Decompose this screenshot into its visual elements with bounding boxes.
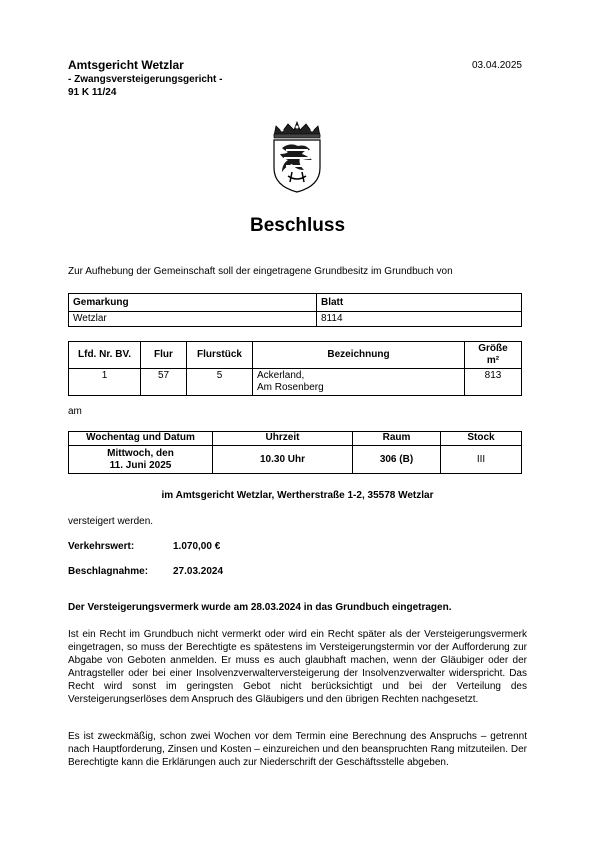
header-lfd-nr: Lfd. Nr. BV. — [69, 342, 141, 369]
cell-stock: III — [441, 446, 522, 474]
registration-notice: Der Versteigerungsvermerk wurde am 28.03.2024 in das Grundbuch eingetragen. — [68, 602, 452, 613]
verkehrswert-value: 1.070,00 € — [173, 541, 221, 552]
beschlagnahme-value: 27.03.2024 — [173, 566, 224, 577]
document-date: 03.04.2025 — [471, 60, 522, 71]
header-wochentag: Wochentag und Datum — [69, 432, 213, 446]
cell-groesse: 813 — [465, 369, 522, 396]
header-flurstueck: Flurstück — [187, 342, 253, 369]
cell-lfd-nr: 1 — [69, 369, 141, 396]
court-subtitle: - Zwangsversteigerungsgericht - — [68, 74, 223, 85]
cell-bezeichnung: Ackerland, Am Rosenberg — [253, 369, 465, 396]
cell-gemarkung: Wetzlar — [69, 312, 317, 327]
groesse-label: Größe m² — [478, 343, 508, 366]
court-header — [68, 58, 222, 99]
register-table — [68, 293, 522, 327]
cell-flurstueck: 5 — [187, 369, 253, 396]
parcel-table — [68, 341, 522, 396]
header-uhrzeit: Uhrzeit — [213, 432, 353, 446]
auction-location: im Amtsgericht Wetzlar, Wertherstraße 1-2, 35578 Wetzlar — [161, 490, 434, 501]
appointment-table — [68, 431, 522, 474]
paragraph-rights: Ist ein Recht im Grundbuch nicht vermerkt oder wird ein Recht später als der Versteigerungsvermerk eingetragen, so muss der Berechtigte es spätestens im Versteigerungstermin vor der Aufforderung zur Abgabe von Geboten anmelden. Er muss es auch glaubhaft machen, wenn der Gläubiger oder der Antragsteller oder bei einer Insolvenzverwalterversteigerung der Insolvenzverwalter widerspricht. Das Recht wird sonst im geringsten Gebot nicht berücksichtigt und bei der Verteilung des Versteigerungserlöses dem Anspruch des Gläubigers und den übrigen Rechten nachgesetzt. — [68, 629, 527, 705]
header-blatt: Blatt — [317, 294, 522, 312]
header-groesse — [465, 342, 522, 369]
document-title: Beschluss — [249, 215, 346, 236]
cell-blatt: 8114 — [317, 312, 522, 327]
header-bezeichnung: Bezeichnung — [253, 342, 465, 369]
am-label: am — [68, 406, 82, 417]
header-flur: Flur — [141, 342, 187, 369]
case-number: 91 K 11/24 — [68, 87, 117, 98]
header-gemarkung: Gemarkung — [69, 294, 317, 312]
table-row — [69, 446, 522, 474]
cell-flur: 57 — [141, 369, 187, 396]
beschlagnahme-label: Beschlagnahme: — [68, 566, 149, 577]
cell-uhrzeit: 10.30 Uhr — [213, 446, 353, 474]
hesse-coat-of-arms-icon — [268, 120, 326, 194]
versteigert-text: versteigert werden. — [68, 516, 154, 527]
verkehrswert-label: Verkehrswert: — [68, 541, 135, 552]
header-raum: Raum — [353, 432, 441, 446]
court-name: Amtsgericht Wetzlar — [68, 58, 184, 72]
cell-raum: 306 (B) — [353, 446, 441, 474]
table-row — [69, 312, 522, 327]
table-row — [69, 369, 522, 396]
header-stock: Stock — [441, 432, 522, 446]
cell-datum: Mittwoch, den 11. Juni 2025 — [69, 446, 213, 474]
intro-text: Zur Aufhebung der Gemeinschaft soll der eingetragene Grundbesitz im Grundbuch von — [68, 266, 453, 277]
paragraph-claim: Es ist zweckmäßig, schon zwei Wochen vor dem Termin eine Berechnung des Anspruchs – getrennt nach Hauptforderung, Zinsen und Kosten – einzureichen und den beanspruchten Rang mitzuteilen. Der Berechtigte kann die Erklärungen auch zur Niederschrift der Geschäftsstelle abgeben. — [68, 731, 527, 768]
